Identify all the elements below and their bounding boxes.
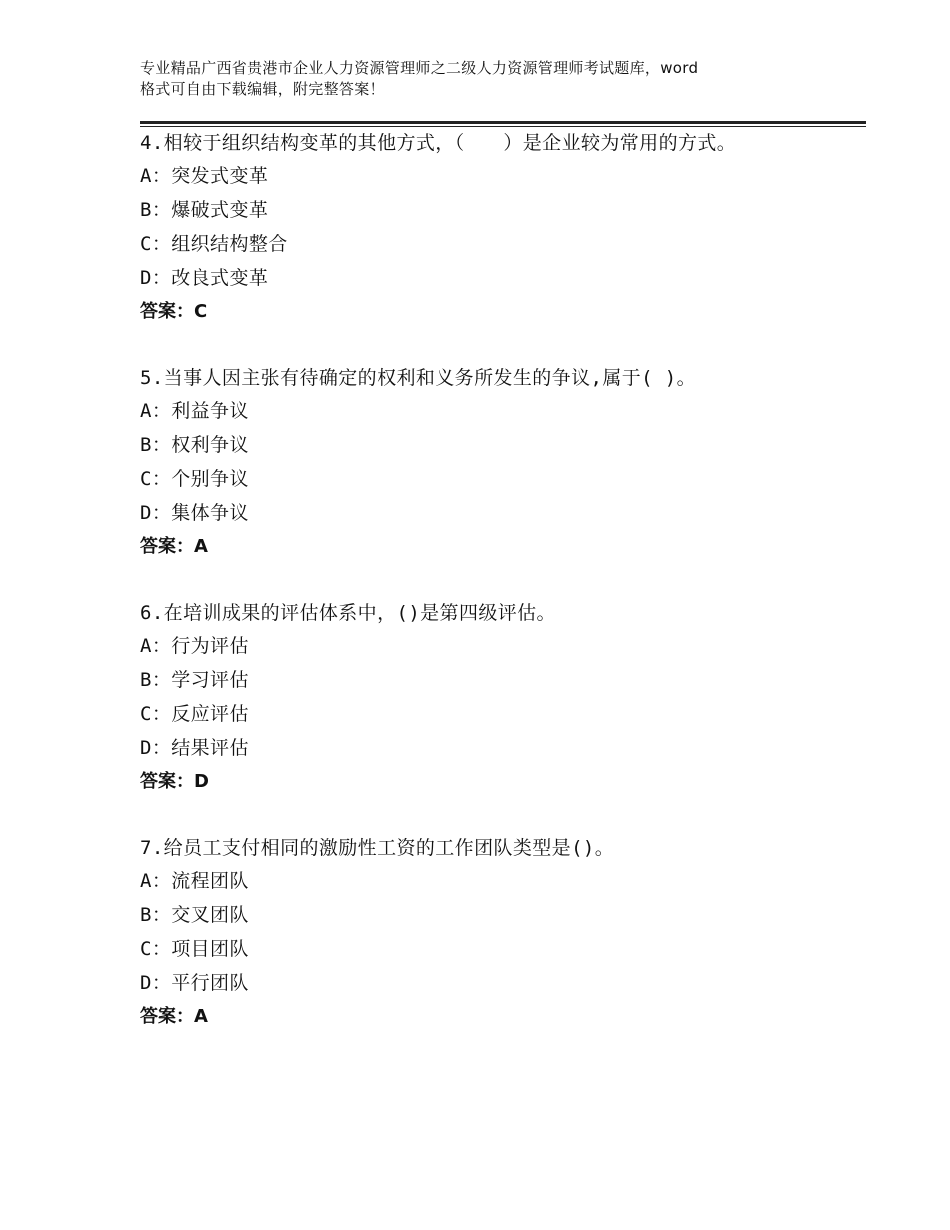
option-a: A：行为评估 bbox=[140, 635, 249, 657]
header-line-1: 专业精品广西省贵港市企业人力资源管理师之二级人力资源管理师考试题库，word bbox=[140, 59, 699, 77]
option-b: B：爆破式变革 bbox=[140, 199, 269, 221]
answer-label: 答案：A bbox=[140, 536, 208, 557]
option-a: A：利益争议 bbox=[140, 400, 249, 422]
question-gap bbox=[140, 564, 840, 598]
option-c: C：项目团队 bbox=[140, 938, 249, 960]
question-stem: 5.当事人因主张有待确定的权利和义务所发生的争议,属于( )。 bbox=[140, 367, 697, 389]
header-rule-thick bbox=[140, 121, 866, 124]
option-a: A：突发式变革 bbox=[140, 165, 269, 187]
question-5 bbox=[140, 363, 840, 564]
question-stem: 7.给员工支付相同的激励性工资的工作团队类型是()。 bbox=[140, 837, 615, 859]
option-d: D：集体争议 bbox=[140, 502, 249, 524]
question-gap bbox=[140, 799, 840, 833]
answer-label: 答案：A bbox=[140, 1006, 208, 1027]
option-c: C：组织结构整合 bbox=[140, 233, 288, 255]
question-stem: 4.相较于组织结构变革的其他方式，（ ）是企业较为常用的方式。 bbox=[140, 132, 737, 154]
question-gap bbox=[140, 329, 840, 363]
question-list bbox=[140, 128, 840, 1034]
option-d: D：改良式变革 bbox=[140, 267, 269, 289]
option-d: D：平行团队 bbox=[140, 972, 249, 994]
document-header bbox=[140, 58, 840, 100]
option-c: C：反应评估 bbox=[140, 703, 249, 725]
answer-label: 答案：C bbox=[140, 301, 208, 322]
header-line-2: 格式可自由下载编辑，附完整答案！ bbox=[140, 80, 385, 98]
option-b: B：学习评估 bbox=[140, 669, 249, 691]
option-b: B：权利争议 bbox=[140, 434, 249, 456]
option-b: B：交叉团队 bbox=[140, 904, 249, 926]
question-stem: 6.在培训成果的评估体系中，()是第四级评估。 bbox=[140, 602, 556, 624]
option-a: A：流程团队 bbox=[140, 870, 249, 892]
answer-label: 答案：D bbox=[140, 771, 209, 792]
header-rule-thin bbox=[140, 126, 866, 127]
option-c: C：个别争议 bbox=[140, 468, 249, 490]
question-4 bbox=[140, 128, 840, 329]
question-7 bbox=[140, 833, 840, 1034]
question-6 bbox=[140, 598, 840, 799]
option-d: D：结果评估 bbox=[140, 737, 249, 759]
